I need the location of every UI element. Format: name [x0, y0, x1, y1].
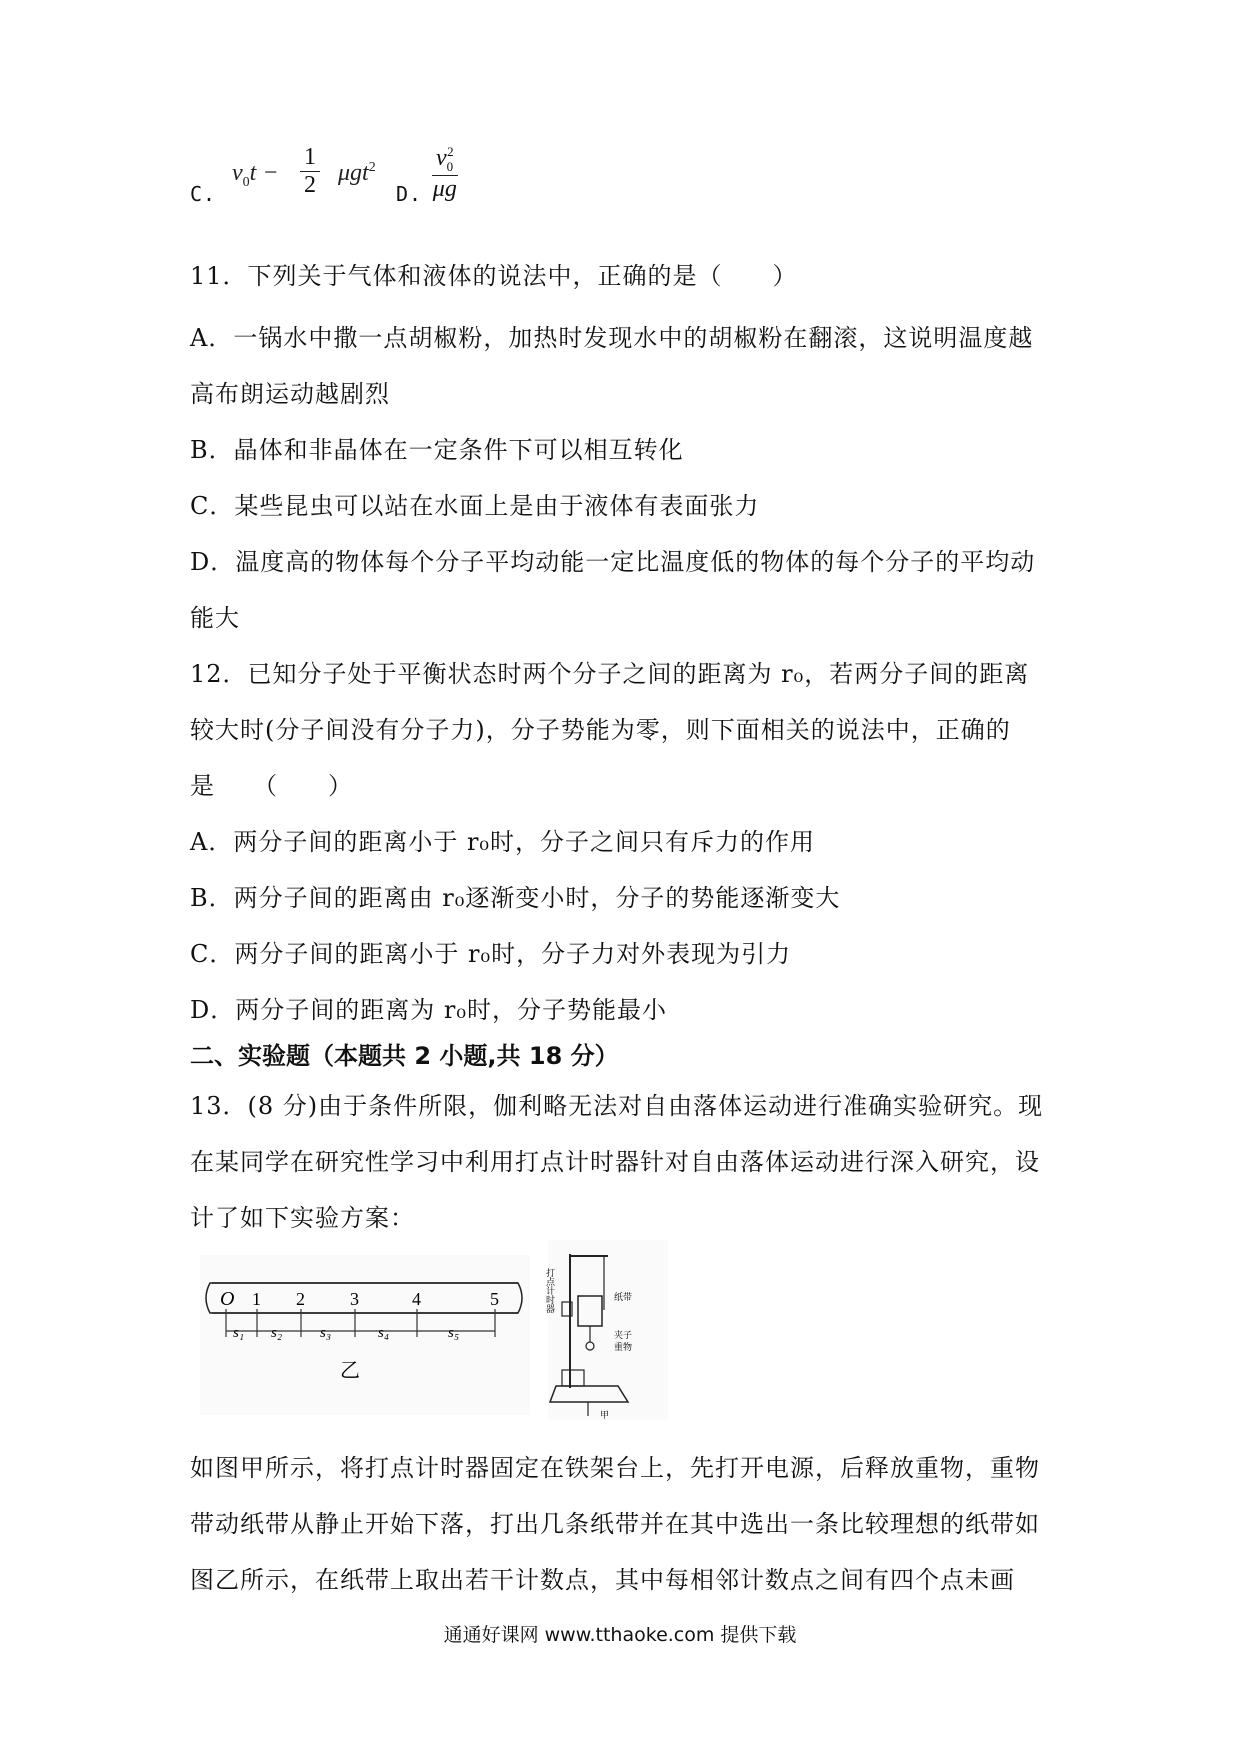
q12-option-a: A．两分子间的距离小于 r₀时，分子之间只有斥力的作用: [190, 828, 816, 856]
q13-paragraph-line1: 如图甲所示，将打点计时器固定在铁架台上，先打开电源，后释放重物，重物: [190, 1454, 1040, 1482]
q13-line2: 在某同学在研究性学习中利用打点计时器针对自由落体运动进行深入研究，设: [190, 1148, 1040, 1176]
formula-c-fraction: $\frac{1}{2}$: [300, 144, 320, 199]
q11-option-c: C．某些昆虫可以站在水面上是由于液体有表面张力: [190, 492, 760, 520]
segment-s4: s₄: [378, 1325, 390, 1341]
segment-s5: s₅: [448, 1325, 460, 1341]
option-d-label: D.: [396, 182, 423, 206]
tape-point-5: 5: [490, 1289, 499, 1309]
segment-s3: s₃: [320, 1325, 332, 1341]
section-heading: 二、实验题（本题共 2 小题,共 18 分）: [190, 1042, 619, 1070]
q13-line1: 13．(8 分)由于条件所限，伽利略无法对自由落体运动进行准确实验研究。现: [190, 1092, 1044, 1120]
q11-option-d-line1: D．温度高的物体每个分子平均动能一定比温度低的物体的每个分子的平均动: [190, 548, 1036, 576]
paper-tape-figure: [200, 1255, 530, 1415]
q13-paragraph-line3: 图乙所示，在纸带上取出若干计数点，其中每相邻计数点之间有四个点未画: [190, 1566, 1015, 1594]
q11-stem: 11．下列关于气体和液体的说法中，正确的是（ ）: [190, 262, 798, 290]
segment-s2: s₂: [271, 1325, 283, 1341]
option-c-label: C.: [190, 182, 217, 206]
label-clip: 夹子: [614, 1330, 633, 1340]
q11-option-d-line2: 能大: [190, 604, 240, 632]
q13-paragraph-line2: 带动纸带从静止开始下落，打出几条纸带并在其中选出一条比较理想的纸带如: [190, 1510, 1040, 1538]
segment-s1: s₁: [233, 1325, 245, 1341]
apparatus-caption: 甲: [600, 1410, 610, 1420]
tape-caption: 乙: [340, 1360, 360, 1382]
q11-option-a-line1: A．一锅水中撒一点胡椒粉，加热时发现水中的胡椒粉在翻滚，这说明温度越: [190, 324, 1034, 352]
q11-option-b: B．晶体和非晶体在一定条件下可以相互转化: [190, 436, 684, 464]
q11-option-a-line2: 高布朗运动越剧烈: [190, 380, 390, 408]
q12-option-c: C．两分子间的距离小于 r₀时，分子力对外表现为引力: [190, 940, 792, 968]
q12-stem-line2: 较大时(分子间没有分子力)，分子势能为零，则下面相关的说法中，正确的: [190, 716, 1011, 744]
tape-point-o: O: [220, 1288, 235, 1310]
formula-d-fraction: $\frac{v_0^2}{\mu g}$: [432, 144, 457, 202]
label-weight: 重物: [614, 1342, 633, 1352]
formula-c-tail: μgt$^2$: [338, 160, 376, 186]
tape-point-1: 1: [252, 1289, 261, 1309]
tape-point-2: 2: [296, 1289, 305, 1309]
q12-option-d: D．两分子间的距离为 r₀时，分子势能最小: [190, 996, 667, 1024]
label-tape: 纸带: [614, 1292, 633, 1302]
q12-option-b: B．两分子间的距离由 r₀逐渐变小时，分子的势能逐渐变大: [190, 884, 841, 912]
footer-watermark: 通通好课网 www.tthaoke.com 提供下载: [443, 1624, 797, 1646]
apparatus-figure: [545, 1240, 668, 1420]
formula-c-lead: $v_0t$ −: [232, 160, 279, 190]
q12-stem-line3: 是 （ ）: [190, 772, 353, 800]
tape-point-3: 3: [350, 1289, 359, 1309]
q12-stem-line1: 12．已知分子处于平衡状态时两个分子之间的距离为 r₀，若两分子间的距离: [190, 660, 1030, 688]
tape-point-4: 4: [412, 1289, 421, 1309]
label-timer: 打点计时器: [545, 1268, 555, 1313]
q13-line3: 计了如下实验方案：: [190, 1204, 415, 1232]
